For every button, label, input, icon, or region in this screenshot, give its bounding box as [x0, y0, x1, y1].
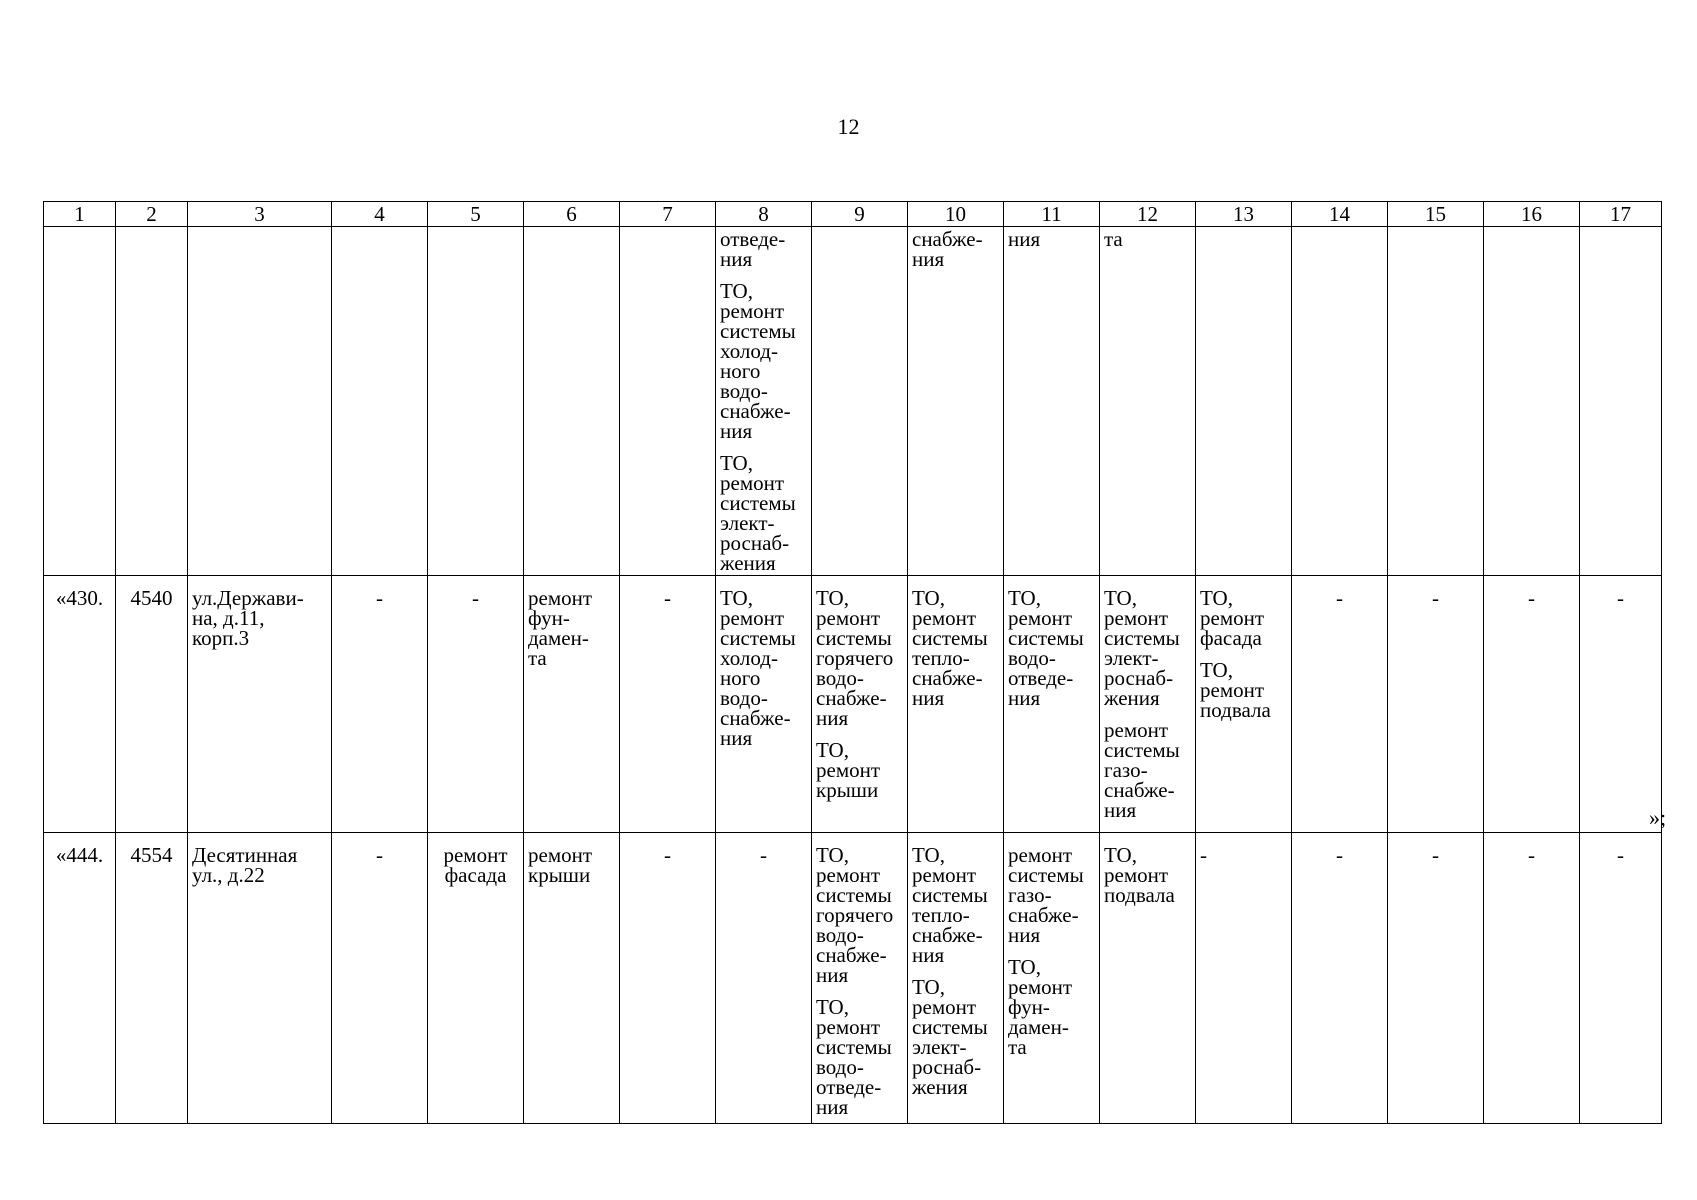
table-cell-col-16	[1484, 227, 1580, 576]
cell-text: -	[1528, 843, 1535, 867]
table-cell-col-12	[1100, 833, 1196, 1124]
cell-content	[44, 227, 115, 229]
cell-text: 4554	[130, 843, 173, 867]
table-cell-col-11	[1004, 833, 1100, 1124]
table-cell-col-4	[332, 227, 428, 576]
table-cell-col-7	[620, 227, 716, 576]
cell-content	[428, 227, 523, 229]
column-header-9: 9	[812, 202, 908, 227]
table-cell-col-9	[812, 227, 908, 576]
cell-text: -	[1336, 586, 1343, 610]
cell-text: ТО, ремонт крыши	[816, 738, 881, 802]
cell-content	[1004, 576, 1099, 708]
cell-content	[44, 833, 115, 865]
cell-content	[716, 227, 811, 573]
cell-text: ТО, ремонт фасада	[1200, 586, 1265, 650]
cell-content	[332, 227, 427, 229]
table-cell-col-16	[1484, 833, 1580, 1124]
table-cell-col-9	[812, 833, 908, 1124]
table-cell-col-10	[908, 833, 1004, 1124]
cell-text: ТО, ремонт системы элект- роснаб- жения	[1104, 586, 1180, 710]
table-cell-col-2	[116, 576, 188, 833]
table-cell-col-13	[1196, 227, 1292, 576]
cell-content	[1484, 833, 1579, 865]
table-cell-col-11	[1004, 227, 1100, 576]
table-cell-col-13	[1196, 833, 1292, 1124]
cell-content	[188, 576, 331, 648]
table-cell-col-15	[1388, 227, 1484, 576]
table-cell-col-8	[716, 833, 812, 1124]
table-cell-col-15	[1388, 833, 1484, 1124]
cell-text: ния	[1008, 227, 1041, 251]
cell-text: -	[376, 586, 383, 610]
cell-text: «444.	[55, 843, 104, 867]
cell-content	[1100, 227, 1195, 249]
cell-content	[620, 576, 715, 608]
cell-content	[332, 576, 427, 608]
table-cell-col-17	[1580, 833, 1662, 1124]
cell-text: -	[664, 843, 671, 867]
table-cell-col-6	[524, 833, 620, 1124]
table-cell-col-5	[428, 833, 524, 1124]
cell-content	[1388, 833, 1483, 865]
table-cell-col-1	[44, 576, 116, 833]
table-cell-col-14	[1292, 833, 1388, 1124]
cell-content	[812, 227, 907, 229]
table-cell-col-17	[1580, 576, 1662, 833]
cell-content	[116, 227, 187, 229]
table-cell-col-6	[524, 227, 620, 576]
cell-content	[908, 833, 1003, 1097]
table-cell-col-2	[116, 833, 188, 1124]
cell-content	[524, 227, 619, 229]
cell-text: -	[1617, 586, 1624, 610]
cell-text: ТО, ремонт системы тепло- снабже- ния	[912, 586, 988, 710]
cell-text: ремонт крыши	[528, 843, 593, 887]
cell-text: ремонт системы газо- снабже- ния	[1008, 843, 1084, 947]
cell-text: ТО, ремонт системы водо- отведе- ния	[1008, 586, 1084, 710]
column-header-10: 10	[908, 202, 1004, 227]
table-row-430	[44, 576, 1662, 833]
cell-content	[116, 833, 187, 865]
cell-content	[428, 833, 523, 885]
cell-content	[1388, 227, 1483, 229]
column-header-11: 11	[1004, 202, 1100, 227]
cell-content	[188, 227, 331, 229]
table-cell-col-1	[44, 833, 116, 1124]
column-header-4: 4	[332, 202, 428, 227]
cell-content	[908, 576, 1003, 708]
table-cell-col-5	[428, 227, 524, 576]
table-cell-col-15	[1388, 576, 1484, 833]
column-header-17: 17	[1580, 202, 1662, 227]
table-cell-col-6	[524, 576, 620, 833]
cell-text: ТО, ремонт подвала	[1200, 658, 1271, 722]
cell-text: ТО, ремонт фун- дамен- та	[1008, 955, 1073, 1059]
column-header-16: 16	[1484, 202, 1580, 227]
column-header-1: 1	[44, 202, 116, 227]
cell-content	[332, 833, 427, 865]
cell-text: ТО, ремонт подвала	[1104, 843, 1175, 907]
cell-content	[1484, 227, 1579, 229]
cell-text: Десятинная ул., д.22	[192, 843, 298, 887]
table-cell-col-8	[716, 576, 812, 833]
cell-text: ремонт фун- дамен- та	[528, 586, 593, 670]
table-cell-col-14	[1292, 576, 1388, 833]
column-header-3: 3	[188, 202, 332, 227]
cell-text: ТО, ремонт системы холод- ного водо- снабже- ния	[720, 586, 796, 750]
cell-text: «430.	[55, 586, 104, 610]
cell-text: отведе- ния	[720, 227, 786, 271]
column-number-row	[44, 202, 1662, 227]
cell-text: ТО, ремонт системы горячего водо- снабже- ния	[816, 586, 894, 730]
cell-content	[524, 576, 619, 668]
cell-text: -	[1528, 586, 1535, 610]
cell-text: 4540	[130, 586, 173, 610]
cell-content	[1100, 576, 1195, 820]
cell-content	[620, 833, 715, 865]
table-cell-col-4	[332, 833, 428, 1124]
cell-content	[44, 576, 115, 608]
cell-content	[716, 833, 811, 865]
cell-text: -	[376, 843, 383, 867]
page-number: 12	[837, 114, 860, 139]
cell-text: ТО, ремонт системы холод- ного водо- снабже- ния	[720, 279, 796, 443]
column-header-6: 6	[524, 202, 620, 227]
table-cell-col-16	[1484, 576, 1580, 833]
column-header-14: 14	[1292, 202, 1388, 227]
cell-content	[1484, 576, 1579, 608]
table-cell-col-17	[1580, 227, 1662, 576]
cell-text: снабже- ния	[912, 227, 983, 271]
cell-text: -	[664, 586, 671, 610]
cell-content	[428, 576, 523, 608]
table-cell-col-7	[620, 576, 716, 833]
cell-content	[1292, 576, 1387, 608]
cell-content	[524, 833, 619, 885]
cell-text: ул.Держави- на, д.11, корп.3	[192, 586, 304, 650]
table-cell-col-3	[188, 576, 332, 833]
cell-content	[620, 227, 715, 229]
register-table-wrapper	[43, 201, 1662, 1124]
cell-content	[1292, 227, 1387, 229]
cell-text: ремонт системы газо- снабже- ния	[1104, 718, 1180, 822]
table-cell-col-3	[188, 833, 332, 1124]
table-cell-col-4	[332, 576, 428, 833]
cell-content	[812, 576, 907, 800]
cell-text: ТО, ремонт системы элект- роснаб- жения	[720, 451, 796, 575]
table-row-continuation	[44, 227, 1662, 576]
table-cell-col-12	[1100, 576, 1196, 833]
cell-text: ТО, ремонт системы тепло- снабже- ния	[912, 843, 988, 967]
cell-content	[1100, 833, 1195, 905]
table-row-444	[44, 833, 1662, 1124]
cell-text: ТО, ремонт системы горячего водо- снабже- ния	[816, 843, 894, 987]
table-cell-col-9	[812, 576, 908, 833]
cell-content	[1196, 833, 1291, 865]
cell-content	[1004, 833, 1099, 1057]
table-cell-col-10	[908, 227, 1004, 576]
cell-text: -	[1617, 843, 1624, 867]
table-cell-col-2	[116, 227, 188, 576]
cell-text: ТО, ремонт системы водо- отведе- ния	[816, 995, 892, 1119]
column-header-7: 7	[620, 202, 716, 227]
cell-content	[1388, 576, 1483, 608]
table-cell-col-12	[1100, 227, 1196, 576]
cell-content	[716, 576, 811, 748]
cell-content	[1196, 227, 1291, 229]
column-header-8: 8	[716, 202, 812, 227]
table-cell-col-14	[1292, 227, 1388, 576]
column-header-13: 13	[1196, 202, 1292, 227]
cell-text: -	[472, 586, 479, 610]
cell-text: та	[1104, 227, 1123, 251]
column-header-5: 5	[428, 202, 524, 227]
cell-content	[1196, 576, 1291, 720]
column-header-12: 12	[1100, 202, 1196, 227]
cell-text: -	[1432, 586, 1439, 610]
cell-text: ТО, ремонт системы элект- роснаб- жения	[912, 975, 988, 1099]
cell-content	[1580, 576, 1661, 608]
closing-quote-mark: »;	[1649, 805, 1667, 830]
table-cell-col-5	[428, 576, 524, 833]
cell-text: ремонт фасада	[443, 843, 508, 887]
cell-content	[812, 833, 907, 1117]
cell-content	[908, 227, 1003, 269]
cell-content	[1580, 227, 1661, 229]
table-cell-col-11	[1004, 576, 1100, 833]
cell-content	[188, 833, 331, 885]
cell-text: -	[760, 843, 767, 867]
cell-text: -	[1336, 843, 1343, 867]
table-cell-col-1	[44, 227, 116, 576]
table-cell-col-10	[908, 576, 1004, 833]
register-table	[43, 201, 1662, 1124]
table-cell-col-7	[620, 833, 716, 1124]
cell-content	[1004, 227, 1099, 249]
cell-content	[1292, 833, 1387, 865]
cell-content	[1580, 833, 1661, 865]
cell-text: -	[1432, 843, 1439, 867]
table-cell-col-8	[716, 227, 812, 576]
cell-text: -	[1200, 843, 1207, 867]
table-cell-col-3	[188, 227, 332, 576]
column-header-15: 15	[1388, 202, 1484, 227]
cell-content	[116, 576, 187, 608]
table-cell-col-13	[1196, 576, 1292, 833]
column-header-2: 2	[116, 202, 188, 227]
